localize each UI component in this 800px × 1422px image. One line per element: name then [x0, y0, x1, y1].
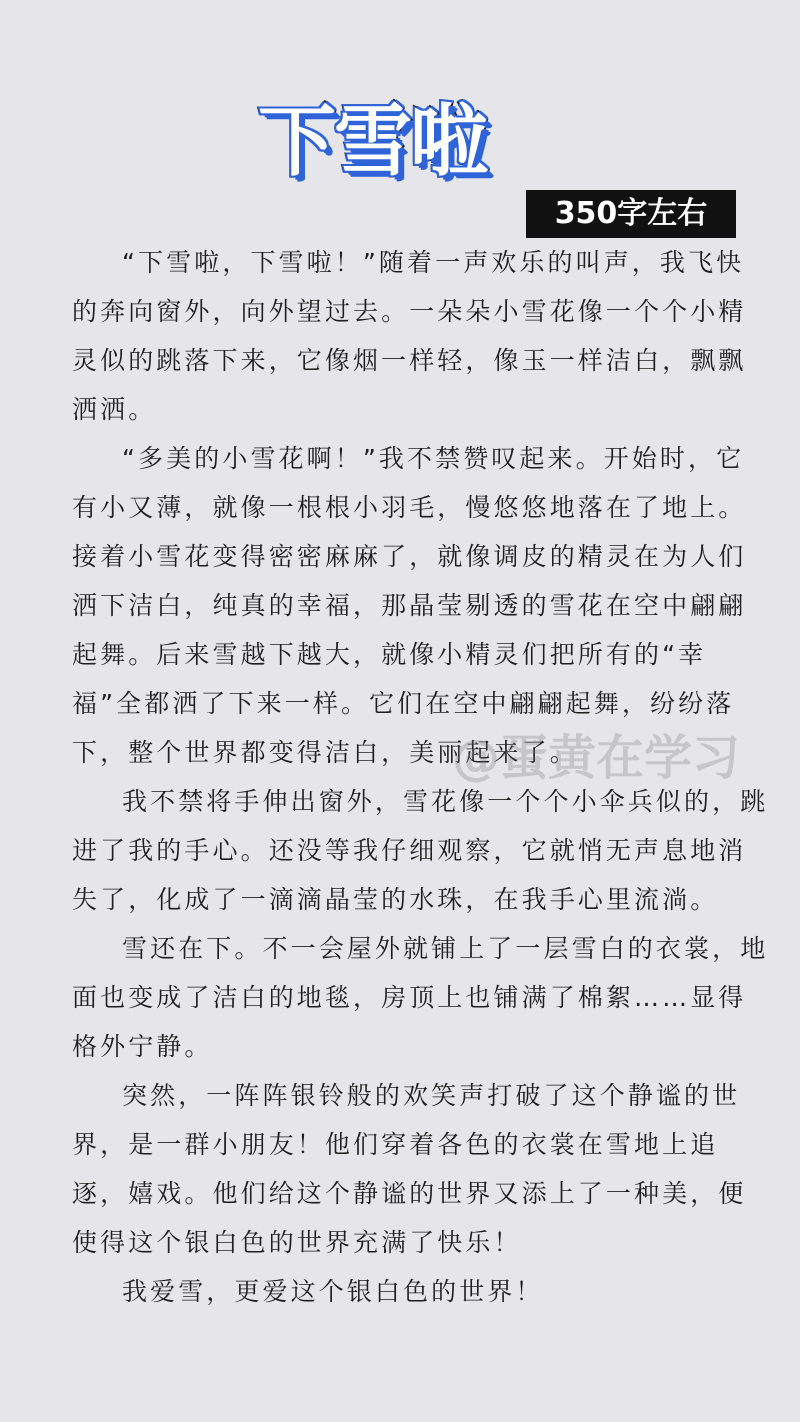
- paragraph-2: “多美的小雪花啊！”我不禁赞叹起来。开始时，它有小又薄，就像一根根小羽毛，慢悠悠地落在了地上。接着小雪花变得密密麻麻了，就像调皮的精灵在为人们洒下洁白，纯真的幸福，那晶莹剔透的雪花在空中翩翩起舞。后来雪越下越大，就像小精灵们把所有的“幸福”全都洒了下来一样。它们在空中翩翩起舞，纷纷落下，整个世界都变得洁白，美丽起来了。: [72, 444, 747, 767]
- word-count-badge: 350字左右: [526, 190, 736, 238]
- title-block: [258, 92, 538, 192]
- paragraph-6: 我爱雪，更爱这个银白色的世界！: [122, 1277, 544, 1306]
- watermark: @蛋黄在学习: [452, 730, 741, 786]
- paragraph-3: 我不禁将手伸出窗外，雪花像一个个小伞兵似的，跳进了我的手心。还没等我仔细观察，它就悄无声息地消失了，化成了一滴滴晶莹的水珠，在我手心里流淌。: [72, 787, 769, 914]
- paragraph-1: “下雪啦，下雪啦！”随着一声欢乐的叫声，我飞快的奔向窗外，向外望过去。一朵朵小雪花像一个个小精灵似的跳落下来，它像烟一样轻，像玉一样洁白，飘飘洒洒。: [72, 248, 747, 424]
- page-title: 下雪啦: [258, 97, 487, 187]
- paragraph-4: 雪还在下。不一会屋外就铺上了一层雪白的衣裳，地面也变成了洁白的地毯，房顶上也铺满了棉絮……显得格外宁静。: [72, 934, 769, 1061]
- paragraph-5: 突然，一阵阵银铃般的欢笑声打破了这个静谧的世界，是一群小朋友！他们穿着各色的衣裳在雪地上追逐，嬉戏。他们给这个静谧的世界又添上了一种美，便使得这个银白色的世界充满了快乐！: [72, 1081, 747, 1257]
